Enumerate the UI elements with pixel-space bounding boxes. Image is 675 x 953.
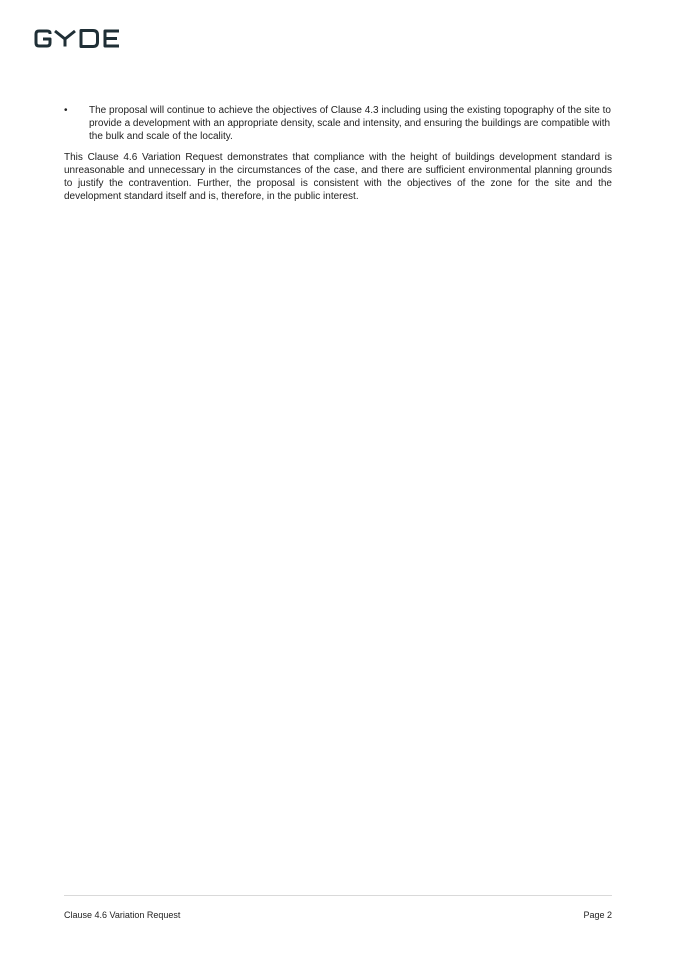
bullet-list-item: [64, 104, 612, 143]
bullet-marker: •: [64, 105, 68, 116]
main-content: [64, 104, 612, 203]
body-paragraph: This Clause 4.6 Variation Request demonstrates that compliance with the height of buildings development standard is unreasonable and unnecessary in the circumstances of the case, and there are sufficient environmental planning grounds to justify the contravention. Further, the proposal is consistent with the objectives of the zone for the site and the development standard itself and is, therefore, in the public interest.: [64, 152, 612, 202]
footer-divider: [64, 895, 612, 896]
footer-page-number: Page 2: [583, 910, 612, 920]
footer-document-title: Clause 4.6 Variation Request: [64, 910, 181, 920]
gyde-logo: [33, 28, 129, 50]
bullet-text: The proposal will continue to achieve the objectives of Clause 4.3 including using the existing topography of the site to provide a development with an appropriate density, scale and intensity, and ensuring the buildings are compatible with the bulk and scale of the locality.: [89, 105, 611, 142]
